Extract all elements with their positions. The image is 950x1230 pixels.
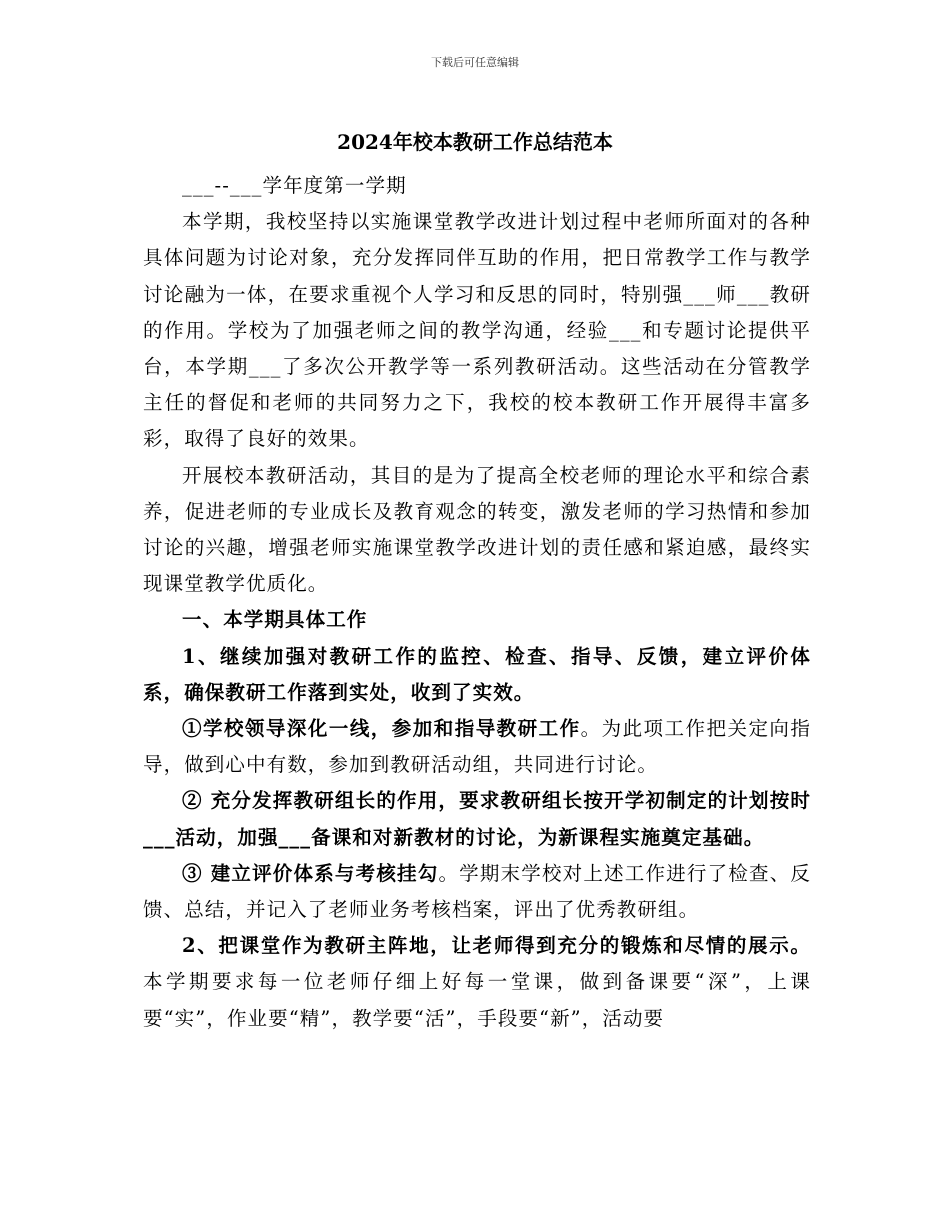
sub-item-1 [143,711,811,783]
item-2-heading: 2、把课堂作为教研主阵地，让老师得到充分的锻炼和尽情的展示。 [182,934,811,958]
sub-item-1-text: 。为此项工作把关定向指导，做到心中有数，参加到教研活动组，共同进行讨论。 [143,717,811,777]
paragraph-intro: 本学期，我校坚持以实施课堂教学改进计划过程中老师所面对的各种具体问题为讨论对象，充分发挥同伴互助的作用，把日常教学工作与教学讨论融为一体，在要求重视个人学习和反思的同时，特别强___师___教研的作用。学校为了加强老师之间的教学沟通，经验___和专题讨论提供平台，本学期___了多次公开教学等一系列教研活动。这些活动在分管教学主任的督促和老师的共同努力之下，我校的校本教研工作开展得丰富多彩，取得了良好的效果。 [143,210,811,451]
sub-item-2: ② 充分发挥教研组长的作用，要求教研组长按开学初制定的计划按时___活动，加强___备课和对新教材的讨论，为新课程实施奠定基础。 [143,789,811,849]
section-heading: 一、本学期具体工作 [182,608,368,632]
sub-item-3-heading: ③ 建立评价体系与考核挂勾 [182,861,439,885]
page-header-note: 下载后可任意编辑 [431,56,519,69]
item-2-text: 本学期要求每一位老师仔细上好每一堂课，做到备课要“深”，上课要“实”，作业要“精”，教学要“活”，手段要“新”，活动要 [143,970,811,1030]
sub-item-1-heading: ①学校领导深化一线，参加和指导教研工作 [182,717,581,741]
sub-item-3-text: 。学期末学校对上述工作进行了检查、反馈、总结，并记入了老师业务考核档案，评出了优秀教研组。 [143,861,811,922]
item-2 [143,928,811,1037]
semester-line: ___--___学年度第一学期 [182,174,407,197]
sub-item-3 [143,856,811,928]
paragraph-purpose: 开展校本教研活动，其目的是为了提高全校老师的理论水平和综合素养，促进老师的专业成长及教育观念的转变，激发老师的学习热情和参加讨论的兴趣，增强老师实施课堂教学改进计划的责任感和紧迫感，最终实现课堂教学优质化。 [143,463,811,596]
document-title: 2024年校本教研工作总结范本 [337,130,613,154]
document-body [143,168,811,1037]
item-1: 1、继续加强对教研工作的监控、检查、指导、反馈，建立评价体系，确保教研工作落到实处，收到了实效。 [143,644,811,704]
